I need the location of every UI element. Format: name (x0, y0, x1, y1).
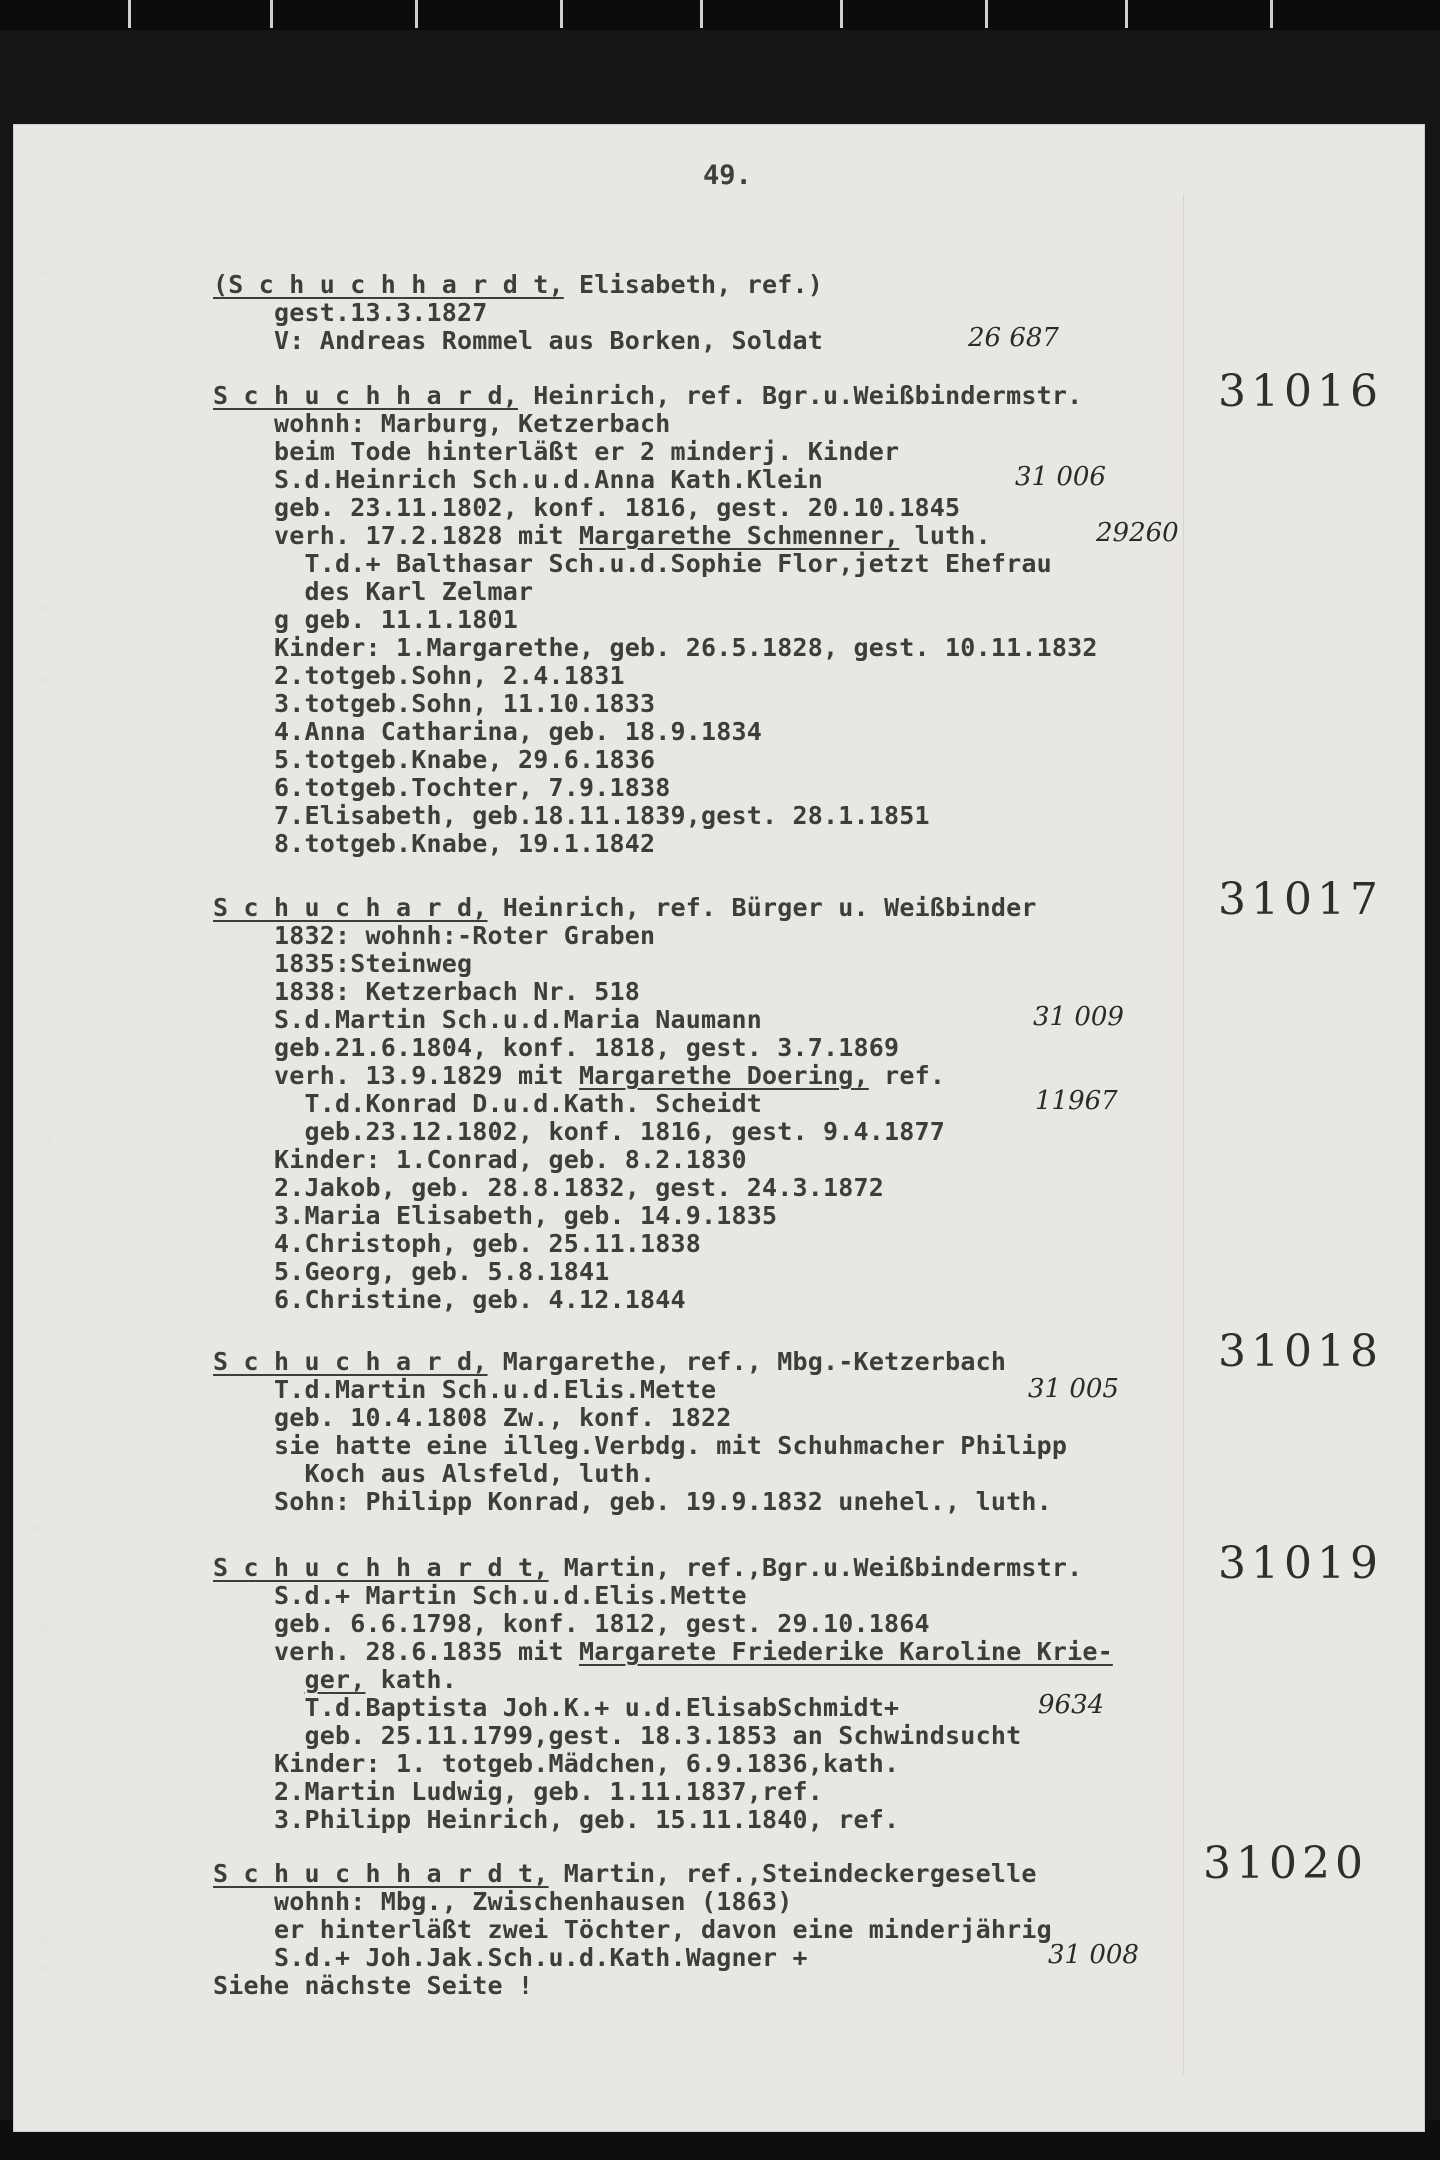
entry-line: g geb. 11.1.1801 (213, 605, 519, 634)
entry-number: 31017 (1218, 874, 1383, 925)
entry-heading: S c h u c h h a r d, Heinrich, ref. Bgr.u.Weißbindermstr. (213, 381, 1083, 410)
entry-number: 31016 (1218, 366, 1383, 417)
entry-line: Kinder: 1.Conrad, geb. 8.2.1830 (213, 1145, 747, 1174)
handwritten-reference: 26 687 (968, 323, 1059, 353)
margin-rule (1183, 194, 1184, 2074)
entry-line: sie hatte eine illeg.Verbdg. mit Schuhmacher Philipp (213, 1431, 1068, 1460)
document-page (13, 124, 1425, 2132)
film-mark (30, 1525, 38, 1533)
film-mark (40, 675, 48, 683)
page-number: 49. (703, 160, 752, 191)
continuation-note: Siehe nächste Seite ! (213, 1971, 534, 2000)
entry-line: 1838: Ketzerbach Nr. 518 (213, 977, 641, 1006)
entry-line: S.d.Heinrich Sch.u.d.Anna Kath.Klein (213, 465, 824, 494)
entry-line: T.d.Baptista Joh.K.+ u.d.ElisabSchmidt+ (213, 1693, 900, 1722)
entry-line: des Karl Zelmar (213, 577, 534, 606)
entry-line: 1835:Steinweg (213, 949, 473, 978)
entry-line: Sohn: Philipp Konrad, geb. 19.9.1832 unehel., luth. (213, 1487, 1052, 1516)
entry-line: 2.totgeb.Sohn, 2.4.1831 (213, 661, 625, 690)
film-mark (40, 1965, 48, 1973)
entry-line: 6.totgeb.Tochter, 7.9.1838 (213, 773, 671, 802)
entry-line: 3.totgeb.Sohn, 11.10.1833 (213, 689, 656, 718)
handwritten-reference: 31 005 (1028, 1374, 1119, 1404)
entry-number: 31018 (1218, 1326, 1383, 1377)
film-strip-top (0, 0, 1440, 30)
entry-line: T.d.+ Balthasar Sch.u.d.Sophie Flor,jetzt Ehefrau (213, 549, 1052, 578)
entry-heading: (S c h u c h h a r d t, Elisabeth, ref.) (213, 270, 824, 299)
entry-line: S.d.+ Joh.Jak.Sch.u.d.Kath.Wagner + (213, 1943, 808, 1972)
film-mark (46, 1135, 54, 1143)
entry-line: Kinder: 1.Margarethe, geb. 26.5.1828, gest. 10.11.1832 (213, 633, 1098, 662)
entry-line: 3.Philipp Heinrich, geb. 15.11.1840, ref. (213, 1805, 900, 1834)
handwritten-reference: 31 009 (1033, 1002, 1124, 1032)
entry-line: 4.Christoph, geb. 25.11.1838 (213, 1229, 702, 1258)
entry-line: 2.Martin Ludwig, geb. 1.11.1837,ref. (213, 1777, 824, 1806)
entry-line: 6.Christine, geb. 4.12.1844 (213, 1285, 686, 1314)
handwritten-reference: 11967 (1035, 1086, 1118, 1116)
film-mark (40, 1935, 48, 1943)
entry-line: V: Andreas Rommel aus Borken, Soldat (213, 326, 824, 355)
entry-line: S.d.Martin Sch.u.d.Maria Naumann (213, 1005, 763, 1034)
entry-heading: S c h u c h h a r d t, Martin, ref.,Steindeckergeselle (213, 1859, 1037, 1888)
handwritten-reference: 31 006 (1015, 462, 1106, 492)
entry-line: geb.23.12.1802, konf. 1816, gest. 9.4.1877 (213, 1117, 946, 1146)
entry-line: 5.totgeb.Knabe, 29.6.1836 (213, 745, 656, 774)
entry-line: 5.Georg, geb. 5.8.1841 (213, 1257, 610, 1286)
entry-line: wohnh: Mbg., Zwischenhausen (1863) (213, 1887, 793, 1916)
handwritten-reference: 29260 (1096, 518, 1179, 548)
entry-number: 31019 (1218, 1538, 1383, 1589)
entry-line: T.d.Martin Sch.u.d.Elis.Mette (213, 1375, 717, 1404)
entry-line: 4.Anna Catharina, geb. 18.9.1834 (213, 717, 763, 746)
entry-marriage-line: verh. 17.2.1828 mit Margarethe Schmenner, luth. (213, 521, 991, 550)
entry-line: geb. 10.4.1808 Zw., konf. 1822 (213, 1403, 732, 1432)
entry-line: 8.totgeb.Knabe, 19.1.1842 (213, 829, 656, 858)
entry-line: 7.Elisabeth, geb.18.11.1839,gest. 28.1.1851 (213, 801, 930, 830)
entry-line: 1832: wohnh:-Roter Graben (213, 921, 656, 950)
entry-line: 2.Jakob, geb. 28.8.1832, gest. 24.3.1872 (213, 1173, 885, 1202)
entry-heading: S c h u c h a r d, Heinrich, ref. Bürger u. Weißbinder (213, 893, 1037, 922)
film-mark (40, 605, 48, 613)
entry-marriage-line: verh. 28.6.1835 mit Margarete Friederike Karoline Krie- (213, 1637, 1113, 1666)
entry-heading: S c h u c h h a r d t, Martin, ref.,Bgr.u.Weißbindermstr. (213, 1553, 1083, 1582)
entry-number: 31020 (1203, 1838, 1368, 1889)
film-mark (40, 270, 48, 278)
entry-line: wohnh: Marburg, Ketzerbach (213, 409, 671, 438)
entry-line: geb. 23.11.1802, konf. 1816, gest. 20.10.1845 (213, 493, 961, 522)
entry-line: 3.Maria Elisabeth, geb. 14.9.1835 (213, 1201, 778, 1230)
handwritten-reference: 31 008 (1048, 1940, 1139, 1970)
entry-line: S.d.+ Martin Sch.u.d.Elis.Mette (213, 1581, 747, 1610)
entry-line: er hinterläßt zwei Töchter, davon eine minderjährig (213, 1915, 1052, 1944)
entry-marriage-line: ger, kath. (304, 1665, 458, 1694)
entry-heading: S c h u c h a r d, Margarethe, ref., Mbg.-Ketzerbach (213, 1347, 1007, 1376)
entry-line: Kinder: 1. totgeb.Mädchen, 6.9.1836,kath. (213, 1749, 900, 1778)
handwritten-reference: 9634 (1038, 1690, 1105, 1720)
entry-line: Koch aus Alsfeld, luth. (213, 1459, 656, 1488)
entry-line: beim Tode hinterläßt er 2 minderj. Kinder (213, 437, 900, 466)
entry-line: gest.13.3.1827 (213, 298, 488, 327)
film-mark (40, 1625, 48, 1633)
entry-line: geb. 25.11.1799,gest. 18.3.1853 an Schwindsucht (213, 1721, 1022, 1750)
entry-line: T.d.Konrad D.u.d.Kath. Scheidt (213, 1089, 763, 1118)
entry-line: geb.21.6.1804, konf. 1818, gest. 3.7.1869 (213, 1033, 900, 1062)
entry-marriage-line: verh. 13.9.1829 mit Margarethe Doering, ref. (213, 1061, 946, 1090)
entry-line: geb. 6.6.1798, konf. 1812, gest. 29.10.1864 (213, 1609, 930, 1638)
